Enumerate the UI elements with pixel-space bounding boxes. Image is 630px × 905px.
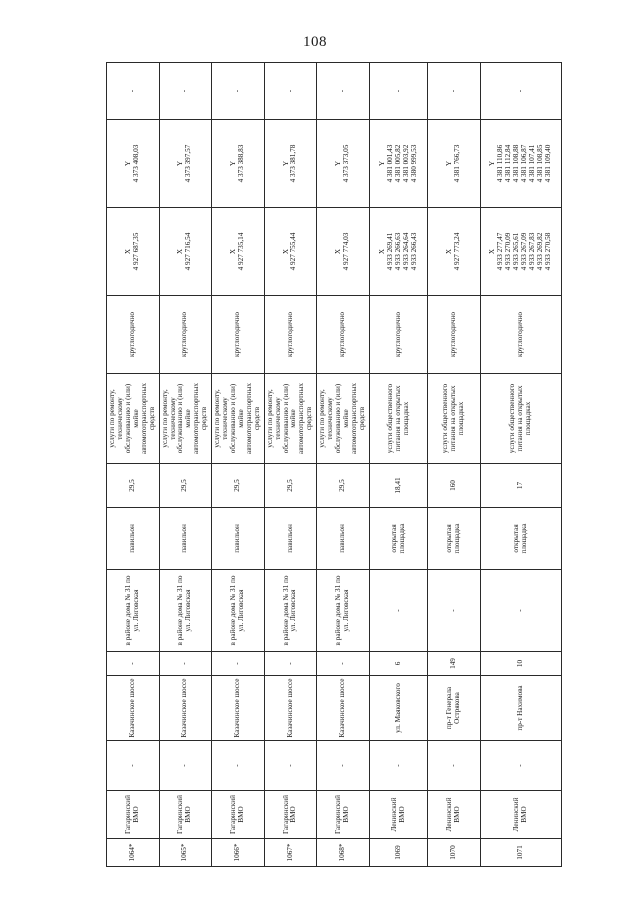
table-row bbox=[428, 63, 481, 867]
note-cell: - bbox=[159, 63, 212, 120]
x-coordinates-cell: X 4 927 687,35 bbox=[107, 208, 160, 296]
object-type-cell: открытая площадка bbox=[428, 508, 481, 570]
landmark-cell: в районе дома № 31 по ул. Лиговская bbox=[107, 570, 160, 652]
period-cell: круглогодично bbox=[159, 296, 212, 374]
table-row bbox=[481, 63, 562, 867]
x-coordinates-cell: X 4 927 774,03 bbox=[317, 208, 370, 296]
row-number-cell: 1064* bbox=[107, 839, 160, 867]
note-cell: - bbox=[481, 63, 562, 120]
period-cell: круглогодично bbox=[212, 296, 265, 374]
landmark-cell: - bbox=[428, 570, 481, 652]
period-cell: круглогодично bbox=[264, 296, 317, 374]
x-coordinates-cell: X 4 933 277,47 4 933 270,09 4 933 265,61 4 933 267,09 4 933 267,83 4 933 269,82 4 933 270,58 bbox=[481, 208, 562, 296]
period-cell: круглогодично bbox=[481, 296, 562, 374]
object-type-cell: павильон bbox=[159, 508, 212, 570]
row-number-cell: 1068* bbox=[317, 839, 370, 867]
district-cell: Гагаринский ВМО bbox=[264, 791, 317, 839]
table-row bbox=[264, 63, 317, 867]
dash-cell: - bbox=[481, 741, 562, 791]
y-coordinates-cell: Y 4 373 397,57 bbox=[159, 120, 212, 208]
y-coordinates-cell: Y 4 381 001,43 4 381 005,82 4 381 003,92 4 380 999,53 bbox=[369, 120, 428, 208]
note-cell: - bbox=[107, 63, 160, 120]
dash-cell: - bbox=[317, 741, 370, 791]
object-type-cell: павильон bbox=[212, 508, 265, 570]
x-coordinates-cell: X 4 933 269,41 4 933 266,63 4 933 264,64 4 933 266,43 bbox=[369, 208, 428, 296]
street-cell: Казачинское шоссе bbox=[107, 676, 160, 741]
period-cell: круглогодично bbox=[107, 296, 160, 374]
dash-cell: - bbox=[159, 741, 212, 791]
area-cell: 29,5 bbox=[317, 464, 370, 508]
row-number-cell: 1067* bbox=[264, 839, 317, 867]
area-cell: 29,5 bbox=[264, 464, 317, 508]
row-number-cell: 1069 bbox=[369, 839, 428, 867]
row-number-cell: 1071 bbox=[481, 839, 562, 867]
table-row bbox=[369, 63, 428, 867]
x-coordinates-cell: X 4 927 755,44 bbox=[264, 208, 317, 296]
street-cell: Казачинское шоссе bbox=[264, 676, 317, 741]
rotated-table-container bbox=[106, 63, 562, 867]
period-cell: круглогодично bbox=[317, 296, 370, 374]
period-cell: круглогодично bbox=[369, 296, 428, 374]
object-type-cell: павильон bbox=[317, 508, 370, 570]
house-number-cell: - bbox=[317, 652, 370, 676]
district-cell: Ленинский ВМО bbox=[369, 791, 428, 839]
x-coordinates-cell: X 4 927 716,54 bbox=[159, 208, 212, 296]
area-cell: 29,5 bbox=[159, 464, 212, 508]
note-cell: - bbox=[428, 63, 481, 120]
y-coordinates-cell: Y 4 373 381,78 bbox=[264, 120, 317, 208]
landmark-cell: в районе дома № 31 по ул. Лиговская bbox=[159, 570, 212, 652]
page-number: 108 bbox=[303, 34, 327, 50]
table-row bbox=[317, 63, 370, 867]
table-row bbox=[212, 63, 265, 867]
landmark-cell: - bbox=[369, 570, 428, 652]
street-cell: пр-т Нахимова bbox=[481, 676, 562, 741]
service-cell: услуги по ремонту, техническому обслуживанию и (или) мойке автомототранспортных средств bbox=[159, 374, 212, 464]
x-coordinates-cell: X 4 927 773,24 bbox=[428, 208, 481, 296]
street-cell: пр-т Генерала Острякова bbox=[428, 676, 481, 741]
object-type-cell: открытая площадка bbox=[481, 508, 562, 570]
object-type-cell: открытая площадка bbox=[369, 508, 428, 570]
area-cell: 29,5 bbox=[212, 464, 265, 508]
street-cell: Казачинское шоссе bbox=[212, 676, 265, 741]
house-number-cell: 6 bbox=[369, 652, 428, 676]
area-cell: 160 bbox=[428, 464, 481, 508]
dash-cell: - bbox=[369, 741, 428, 791]
row-number-cell: 1070 bbox=[428, 839, 481, 867]
dash-cell: - bbox=[107, 741, 160, 791]
landmark-cell: в районе дома № 31 по ул. Лиговская bbox=[317, 570, 370, 652]
area-cell: 18,41 bbox=[369, 464, 428, 508]
object-type-cell: павильон bbox=[264, 508, 317, 570]
note-cell: - bbox=[369, 63, 428, 120]
district-cell: Гагаринский ВМО bbox=[317, 791, 370, 839]
object-type-cell: павильон bbox=[107, 508, 160, 570]
y-coordinates-cell: Y 4 381 110,86 4 381 112,84 4 381 108,88 4 381 106,87 4 381 107,41 4 381 108,85 4 381 109,40 bbox=[481, 120, 562, 208]
dash-cell: - bbox=[428, 741, 481, 791]
district-cell: Гагаринский ВМО bbox=[159, 791, 212, 839]
y-coordinates-cell: Y 4 373 373,05 bbox=[317, 120, 370, 208]
note-cell: - bbox=[212, 63, 265, 120]
period-cell: круглогодично bbox=[428, 296, 481, 374]
street-cell: ул. Маяковского bbox=[369, 676, 428, 741]
landmark-cell: в районе дома № 31 по ул. Лиговская bbox=[264, 570, 317, 652]
landmark-cell: в районе дома № 31 по ул. Лиговская bbox=[212, 570, 265, 652]
house-number-cell: - bbox=[212, 652, 265, 676]
x-coordinates-cell: X 4 927 735,14 bbox=[212, 208, 265, 296]
house-number-cell: 10 bbox=[481, 652, 562, 676]
table-row bbox=[159, 63, 212, 867]
dash-cell: - bbox=[212, 741, 265, 791]
service-cell: услуги общественного питания на открытых площадках bbox=[481, 374, 562, 464]
area-cell: 29,5 bbox=[107, 464, 160, 508]
house-number-cell: - bbox=[264, 652, 317, 676]
house-number-cell: - bbox=[107, 652, 160, 676]
placement-table bbox=[106, 62, 562, 867]
service-cell: услуги по ремонту, техническому обслуживанию и (или) мойке автомототранспортных средств bbox=[264, 374, 317, 464]
note-cell: - bbox=[317, 63, 370, 120]
service-cell: услуги общественного питания на открытых площадках bbox=[428, 374, 481, 464]
street-cell: Казачинское шоссе bbox=[159, 676, 212, 741]
note-cell: - bbox=[264, 63, 317, 120]
service-cell: услуги по ремонту, техническому обслуживанию и (или) мойке автомототранспортных средств bbox=[317, 374, 370, 464]
district-cell: Гагаринский ВМО bbox=[212, 791, 265, 839]
house-number-cell: - bbox=[159, 652, 212, 676]
service-cell: услуги по ремонту, техническому обслуживанию и (или) мойке автомототранспортных средств bbox=[107, 374, 160, 464]
district-cell: Ленинский ВМО bbox=[428, 791, 481, 839]
landmark-cell: - bbox=[481, 570, 562, 652]
district-cell: Ленинский ВМО bbox=[481, 791, 562, 839]
row-number-cell: 1065* bbox=[159, 839, 212, 867]
street-cell: Казачинское шоссе bbox=[317, 676, 370, 741]
house-number-cell: 149 bbox=[428, 652, 481, 676]
y-coordinates-cell: Y 4 373 388,83 bbox=[212, 120, 265, 208]
y-coordinates-cell: Y 4 381 766,73 bbox=[428, 120, 481, 208]
dash-cell: - bbox=[264, 741, 317, 791]
area-cell: 17 bbox=[481, 464, 562, 508]
district-cell: Гагаринский ВМО bbox=[107, 791, 160, 839]
y-coordinates-cell: Y 4 373 408,03 bbox=[107, 120, 160, 208]
row-number-cell: 1066* bbox=[212, 839, 265, 867]
service-cell: услуги по ремонту, техническому обслуживанию и (или) мойке автомототранспортных средств bbox=[212, 374, 265, 464]
table-row bbox=[107, 63, 160, 867]
service-cell: услуги общественного питания на открытых площадках bbox=[369, 374, 428, 464]
